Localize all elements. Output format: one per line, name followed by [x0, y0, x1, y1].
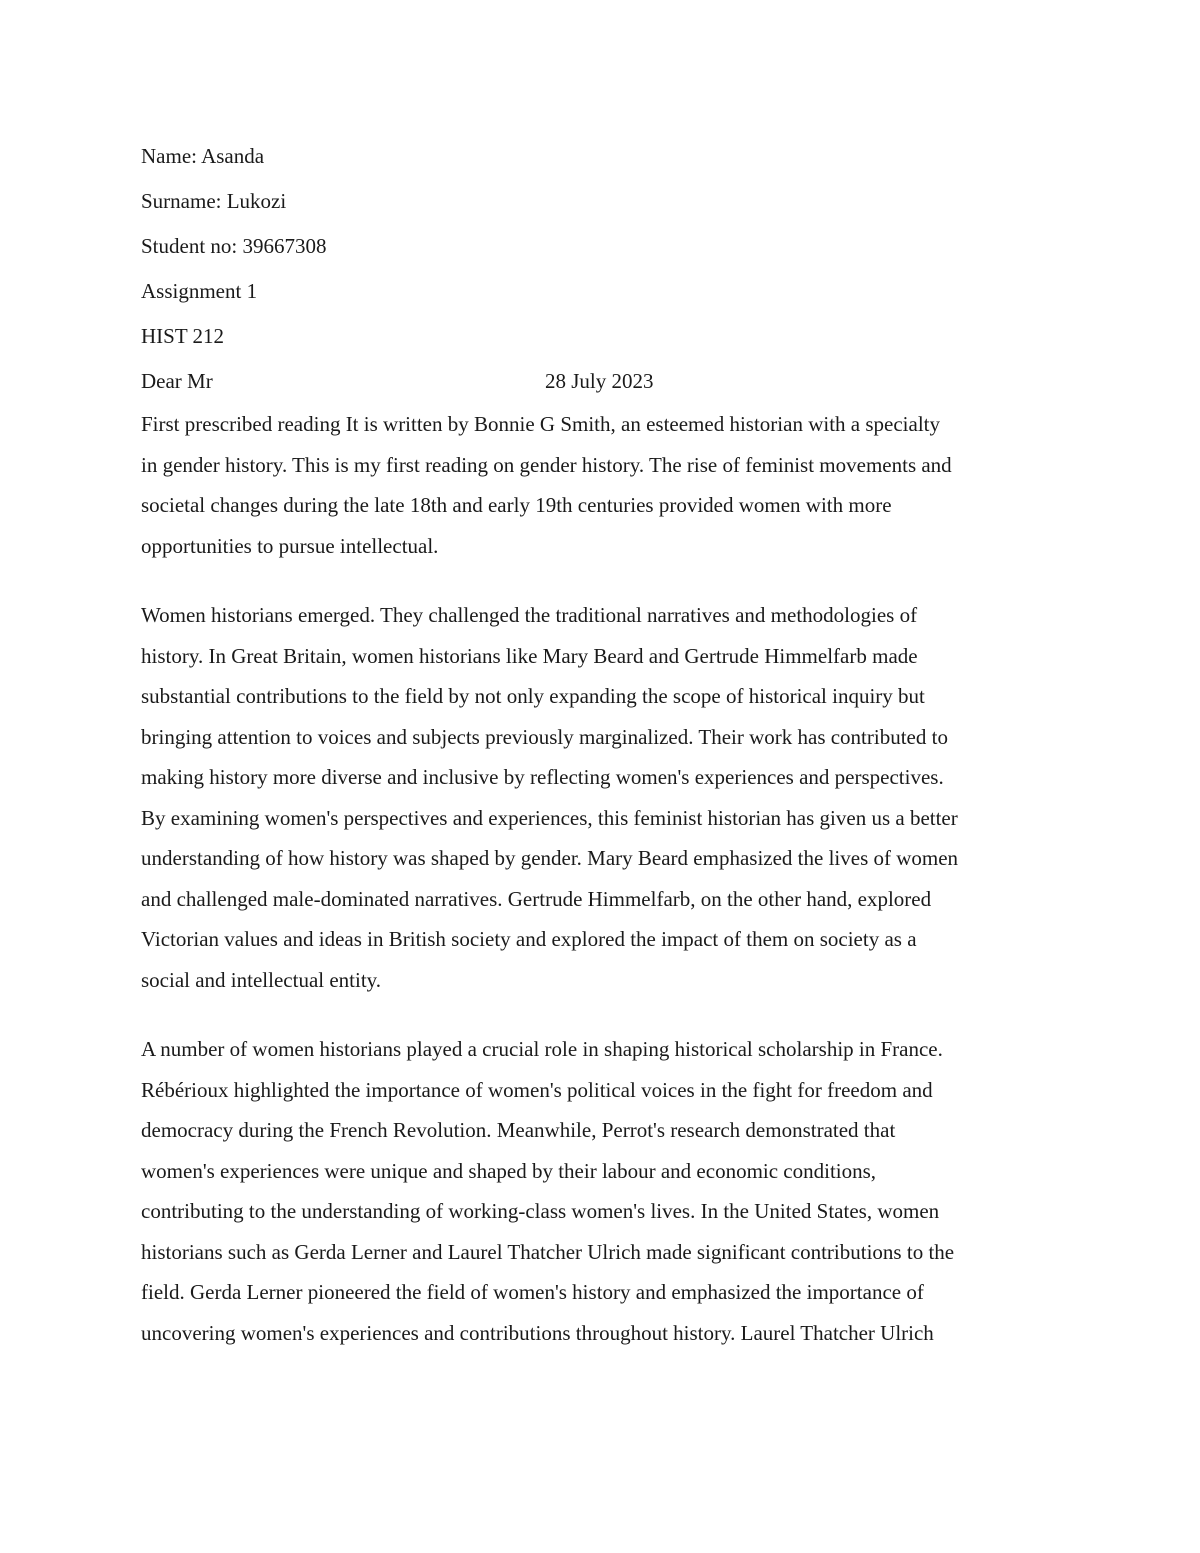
- paragraph-line: Victorian values and ideas in British society and explored the impact of them on society as a: [141, 927, 917, 951]
- paragraph-line: societal changes during the late 18th and early 19th centuries provided women with more: [141, 493, 892, 517]
- paragraph-line: Women historians emerged. They challenged the traditional narratives and methodologies of: [141, 603, 918, 627]
- paragraph-line: Rébérioux highlighted the importance of women's political voices in the fight for freedom and: [141, 1077, 933, 1102]
- paragraph-line: substantial contributions to the field by not only expanding the scope of historical inquiry but: [141, 684, 925, 708]
- paragraph-line: history. In Great Britain, women historians like Mary Beard and Gertrude Himmelfarb made: [141, 643, 918, 668]
- paragraph-line: By examining women's perspectives and experiences, this feminist historian has given us a better: [141, 805, 958, 830]
- paragraph-line: field. Gerda Lerner pioneered the field of women's history and emphasized the importance of: [141, 1280, 924, 1304]
- paragraph-line: in gender history. This is my first reading on gender history. The rise of feminist movements and: [141, 452, 952, 477]
- paragraph-line: uncovering women's experiences and contributions throughout history. Laurel Thatcher Ulrich: [141, 1320, 934, 1345]
- paragraph-line: opportunities to pursue intellectual.: [141, 533, 439, 558]
- assignment-title: Assignment 1: [141, 279, 258, 303]
- paragraph-line: making history more diverse and inclusive by reflecting women's experiences and perspectives.: [141, 765, 944, 789]
- course-code: HIST 212: [141, 324, 225, 348]
- paragraph-3: [141, 1029, 1071, 1353]
- letter-date: 28 July 2023: [545, 369, 654, 393]
- student-surname: Surname: Lukozi: [141, 189, 287, 213]
- paragraph-line: bringing attention to voices and subjects previously marginalized. Their work has contributed to: [141, 724, 948, 749]
- paragraph-line: contributing to the understanding of working-class women's lives. In the United States, women: [141, 1199, 940, 1223]
- paragraph-line: historians such as Gerda Lerner and Laurel Thatcher Ulrich made significant contributions to the: [141, 1239, 955, 1264]
- paragraph-2: [141, 595, 1071, 1000]
- salutation: Dear Mr: [141, 369, 213, 393]
- paragraph-line: First prescribed reading It is written by Bonnie G Smith, an esteemed historian with a specialty: [141, 412, 940, 436]
- paragraph-line: A number of women historians played a crucial role in shaping historical scholarship in France.: [141, 1037, 943, 1061]
- paragraph-1: [141, 404, 1071, 566]
- paragraph-line: democracy during the French Revolution. Meanwhile, Perrot's research demonstrated that: [141, 1118, 896, 1142]
- paragraph-line: and challenged male-dominated narratives. Gertrude Himmelfarb, on the other hand, explored: [141, 886, 932, 911]
- paragraph-line: social and intellectual entity.: [141, 967, 382, 992]
- paragraph-line: understanding of how history was shaped by gender. Mary Beard emphasized the lives of women: [141, 846, 959, 870]
- student-number: Student no: 39667308: [141, 234, 327, 258]
- paragraph-line: women's experiences were unique and shaped by their labour and economic conditions,: [141, 1158, 877, 1183]
- student-name: Name: Asanda: [141, 144, 265, 168]
